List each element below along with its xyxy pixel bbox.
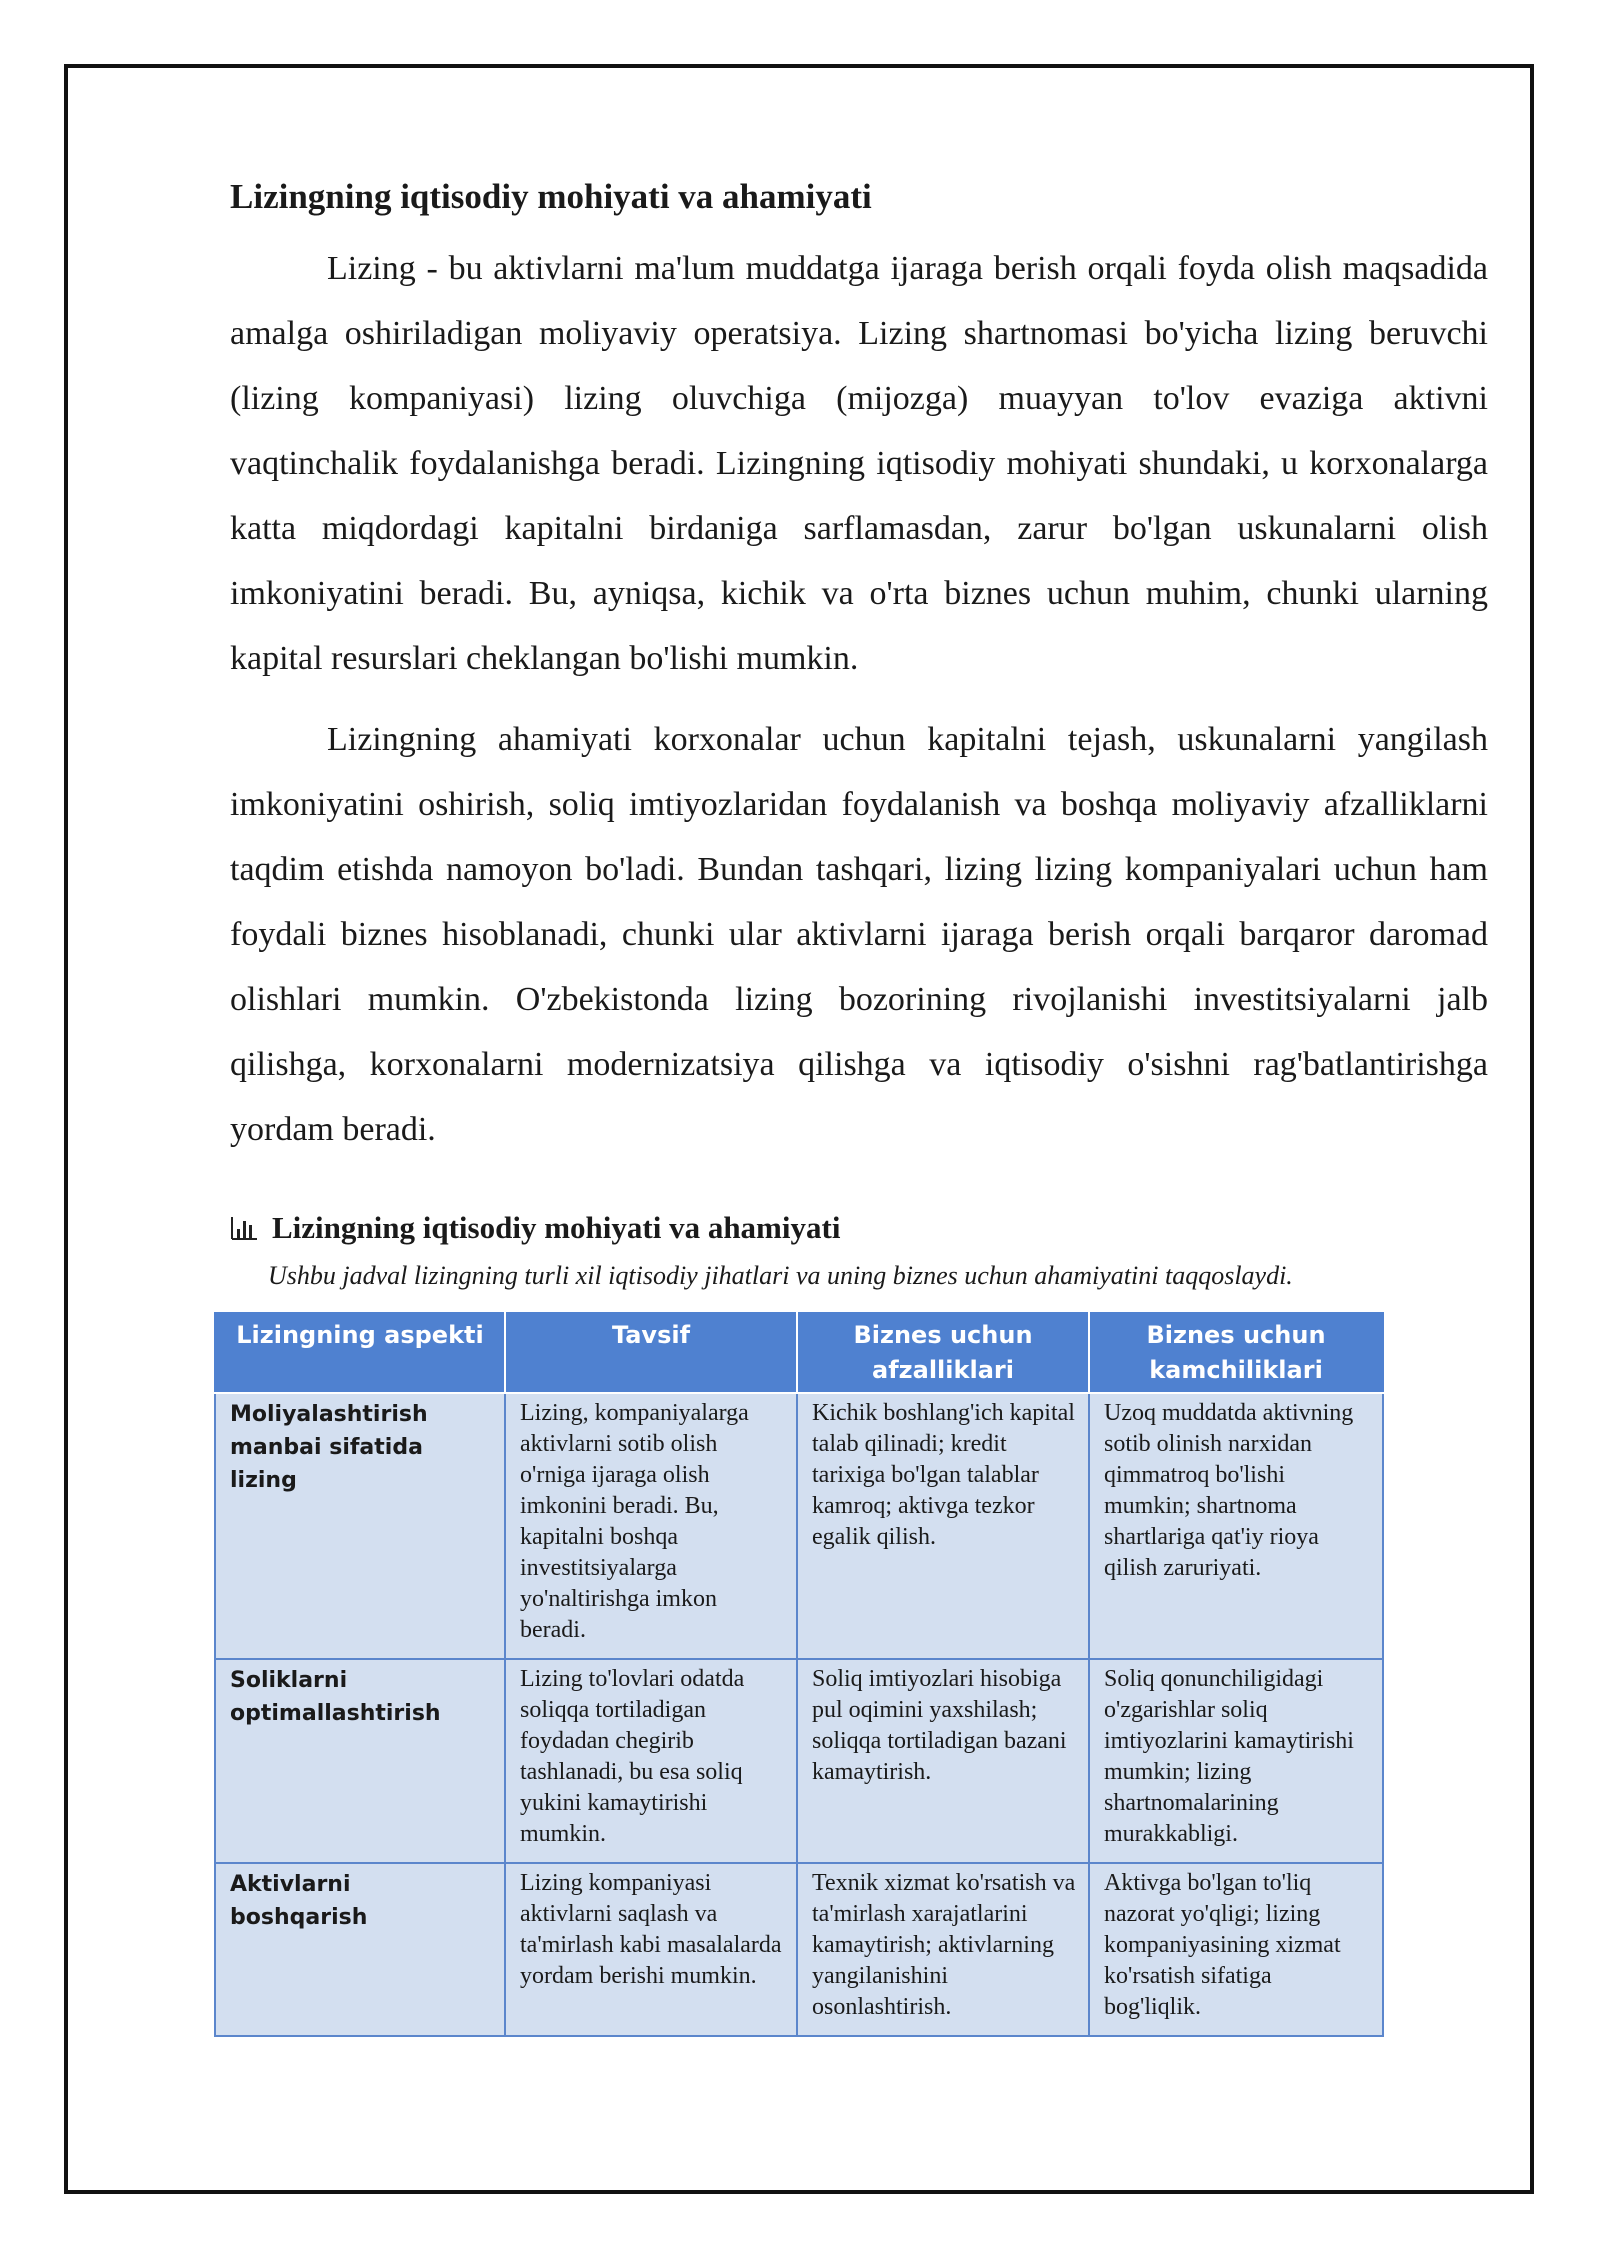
cell-aspect: Moliyalashtirish manbai sifatida lizing bbox=[215, 1393, 505, 1659]
cell-disadvantages: Uzoq muddatda aktivning sotib olinish narxidan qimmatroq bo'lishi mumkin; shartnoma shartlariga qat'iy rioya qilish zaruriyati. bbox=[1089, 1393, 1383, 1659]
table-row bbox=[215, 1863, 1383, 2036]
document-title: Lizingning iqtisodiy mohiyati va ahamiyati bbox=[230, 177, 872, 216]
comparison-table bbox=[214, 1312, 1384, 2037]
cell-description: Lizing kompaniyasi aktivlarni saqlash va ta'mirlash kabi masalalarda yordam berishi mumkin. bbox=[505, 1863, 797, 2036]
header-advantages: Biznes uchun afzalliklari bbox=[797, 1313, 1089, 1393]
table-row bbox=[215, 1659, 1383, 1863]
cell-advantages: Kichik boshlang'ich kapital talab qilinadi; kredit tarixiga bo'lgan talablar kamroq; aktivga tezkor egalik qilish. bbox=[797, 1393, 1089, 1659]
cell-description: Lizing to'lovlari odatda soliqqa tortiladigan foydadan chegirib tashlanadi, bu esa soliq yukini kamaytirishi mumkin. bbox=[505, 1659, 797, 1863]
cell-disadvantages: Soliq qonunchiligidagi o'zgarishlar soliq imtiyozlarini kamaytirishi mumkin; lizing shartnomalarining murakkabligi. bbox=[1089, 1659, 1383, 1863]
header-description: Tavsif bbox=[505, 1313, 797, 1393]
header-aspect: Lizingning aspekti bbox=[215, 1313, 505, 1393]
table-row bbox=[215, 1393, 1383, 1659]
bar-chart-icon bbox=[230, 1215, 258, 1241]
header-disadvantages: Biznes uchun kamchiliklari bbox=[1089, 1313, 1383, 1393]
table-caption bbox=[230, 1206, 1488, 1250]
cell-description: Lizing, kompaniyalarga aktivlarni sotib olish o'rniga ijaraga olish imkonini beradi. Bu, kapitalni boshqa investitsiyalarga yo'naltirishga imkon beradi. bbox=[505, 1393, 797, 1659]
document-body bbox=[230, 172, 1488, 2037]
table-caption-text: Lizingning iqtisodiy mohiyati va ahamiyati bbox=[272, 1210, 841, 1245]
paragraph-importance: Lizingning ahamiyati korxonalar uchun kapitalni tejash, uskunalarni yangilash imkoniyatini oshirish, soliq imtiyozlaridan foydalanish va boshqa moliyaviy afzalliklarni taqdim etishda namoyon bo'ladi. Bundan tashqari, lizing lizing kompaniyalari uchun ham foydali biznes hisoblanadi, chunki ular aktivlarni ijaraga berish orqali barqaror daromad olishlari mumkin. O'zbekistonda lizing bozorining rivojlanishi investitsiyalarni jalb qilishga, korxonalarni modernizatsiya qilishga va iqtisodiy o'sishni rag'batlantirishga yordam beradi. bbox=[230, 721, 1488, 1148]
cell-aspect: Soliklarni optimallashtirish bbox=[215, 1659, 505, 1863]
cell-aspect: Aktivlarni boshqarish bbox=[215, 1863, 505, 2036]
cell-advantages: Soliq imtiyozlari hisobiga pul oqimini yaxshilash; soliqqa tortiladigan bazani kamaytirish. bbox=[797, 1659, 1089, 1863]
table-description: Ushbu jadval lizingning turli xil iqtisodiy jihatlari va uning biznes uchun ahamiyatini taqqoslaydi. bbox=[268, 1261, 1293, 1290]
cell-advantages: Texnik xizmat ko'rsatish va ta'mirlash xarajatlarini kamaytirish; aktivlarning yangilanishini osonlashtirish. bbox=[797, 1863, 1089, 2036]
paragraph-definition: Lizing - bu aktivlarni ma'lum muddatga ijaraga berish orqali foyda olish maqsadida amalga oshiriladigan moliyaviy operatsiya. Lizing shartnomasi bo'yicha lizing beruvchi (lizing kompaniyasi) lizing oluvchiga (mijozga) muayyan to'lov evaziga aktivni vaqtinchalik foydalanishga beradi. Lizingning iqtisodiy mohiyati shundaki, u korxonalarga katta miqdordagi kapitalni birdaniga sarflamasdan, zarur bo'lgan uskunalarni olish imkoniyatini beradi. Bu, ayniqsa, kichik va o'rta biznes uchun muhim, chunki ularning kapital resurslari cheklangan bo'lishi mumkin. bbox=[230, 250, 1488, 677]
cell-disadvantages: Aktivga bo'lgan to'liq nazorat yo'qligi; lizing kompaniyasining xizmat ko'rsatish sifatiga bog'liqlik. bbox=[1089, 1863, 1383, 2036]
table-header-row bbox=[215, 1313, 1383, 1393]
